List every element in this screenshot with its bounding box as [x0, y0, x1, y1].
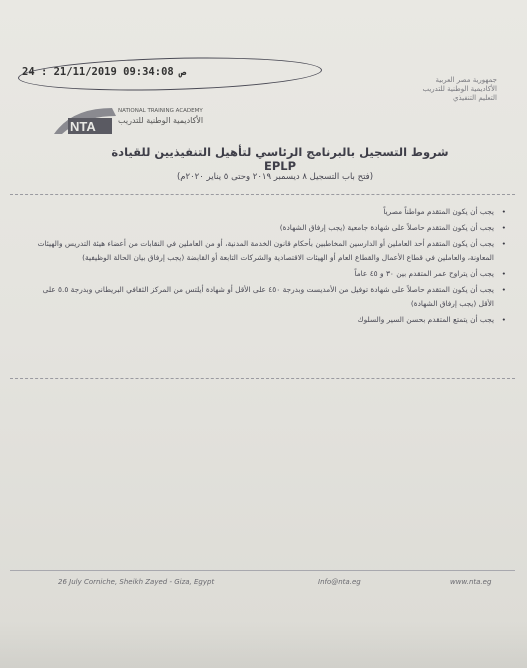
- logo-en-name: NATIONAL TRAINING ACADEMY: [118, 108, 203, 114]
- footer: [58, 578, 498, 590]
- requirements-list: [28, 205, 506, 329]
- org-line: الأكاديمية الوطنية للتدريب: [422, 85, 497, 93]
- footer-email: Info@nta.eg: [318, 578, 361, 586]
- list-item: • يجب أن يكون المتقدم مواطناً مصرياً: [28, 205, 506, 219]
- footer-divider: [10, 570, 515, 571]
- list-item: • يجب أن يكون المتقدم أحد العاملين أو الدارسين المخاطبين بأحكام قانون الخدمة المدنية، أو من العاملين في النقابات من أعضاء هيئة التدريس والهيئات المعاونة، والعاملين في قطاع الأعمال والقطاع العام أو الهيئات الاقتصادية والشركات التابعة أو القابضة (يجب إرفاق بيان الحالة الوظيفية): [28, 237, 506, 265]
- footer-address: 26 July Corniche, Sheikh Zayed - Giza, Egypt: [58, 578, 215, 586]
- logo-ar-name: الأكاديمية الوطنية للتدريب: [118, 116, 204, 125]
- footer-website: www.nta.eg: [450, 578, 492, 586]
- list-item: • يجب أن يتمتع المتقدم بحسن السير والسلوك: [28, 313, 506, 327]
- divider: [10, 194, 515, 195]
- org-line: التعليم التنفيذي: [453, 94, 497, 102]
- org-line: جمهورية مصر العربية: [435, 76, 497, 84]
- logo-mark: NTA: [70, 119, 96, 134]
- divider: [10, 378, 515, 379]
- org-header: [387, 76, 497, 103]
- list-item: • يجب أن يكون المتقدم حاصلاً على شهادة جامعية (يجب إرفاق الشهادة): [28, 221, 506, 235]
- document-subtitle: (فتح باب التسجيل ٨ ديسمبر ٢٠١٩ وحتى ٥ يناير ٢٠٢٠م): [176, 172, 374, 182]
- timestamp-stamp: 24 : 21/11/2019 09:34:08 ص: [22, 66, 187, 78]
- page-shadow: [0, 620, 527, 668]
- list-item: • يجب أن يتراوح عمر المتقدم بين ٣٠ و ٤٥ عاماً: [28, 267, 506, 281]
- list-item: • يجب أن يكون المتقدم حاصلاً على شهادة توفيل من الأمديست وبدرجة ٤٥٠ على الأقل أو شهادة أيلتس من المركز الثقافي البريطاني وبدرجة ٥.٥ على الأقل (يجب إرفاق الشهادة): [28, 283, 506, 311]
- document-title: شروط التسجيل بالبرنامج الرئاسي لتأهيل التنفيذيين للقيادة EPLP: [111, 145, 449, 173]
